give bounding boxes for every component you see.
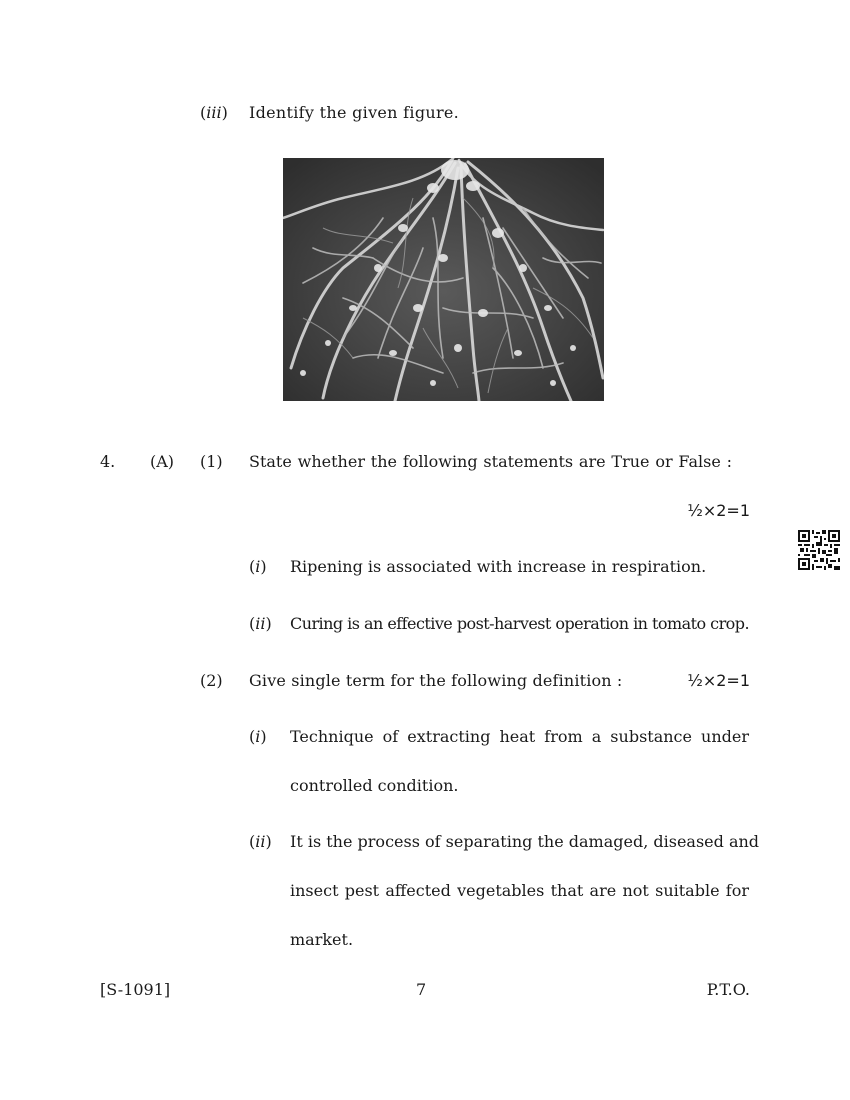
marks-label: ½×2=1 — [687, 671, 750, 690]
item-text: Technique of extracting heat from a substance under — [290, 727, 749, 746]
subquestion-label: (2) — [200, 671, 223, 690]
subquestion-text: Give single term for the following definition : — [249, 671, 623, 690]
question-part: (A) — [150, 452, 175, 471]
qr-code-icon — [798, 530, 840, 570]
root-nodules-photo-icon — [283, 158, 604, 401]
item-text: It is the process of separating the damaged, diseased and — [290, 832, 760, 851]
item-label: (ii) — [249, 832, 272, 851]
item-label: (i) — [249, 727, 267, 746]
subquestion-text: State whether the following statements are True or False : — [249, 452, 732, 471]
item-text: market. — [290, 930, 354, 949]
marks-label: ½×2=1 — [687, 501, 750, 520]
page-number: 7 — [416, 980, 427, 999]
question-number: 4. — [100, 452, 116, 471]
item-text: Curing is an effective post-harvest operation in tomato crop. — [290, 614, 749, 633]
item-text: Ripening is associated with increase in respiration. — [290, 557, 707, 576]
please-turn-over: P.T.O. — [706, 980, 750, 999]
item-text: controlled condition. — [290, 776, 459, 795]
item-label: (ii) — [249, 614, 272, 633]
question-part-label: (iii) — [200, 103, 228, 122]
subquestion-label: (1) — [200, 452, 223, 471]
paper-code: [S-1091] — [100, 980, 171, 999]
question-text: Identify the given figure. — [249, 103, 460, 122]
item-label: (i) — [249, 557, 267, 576]
item-text: insect pest affected vegetables that are not suitable for — [290, 881, 749, 900]
